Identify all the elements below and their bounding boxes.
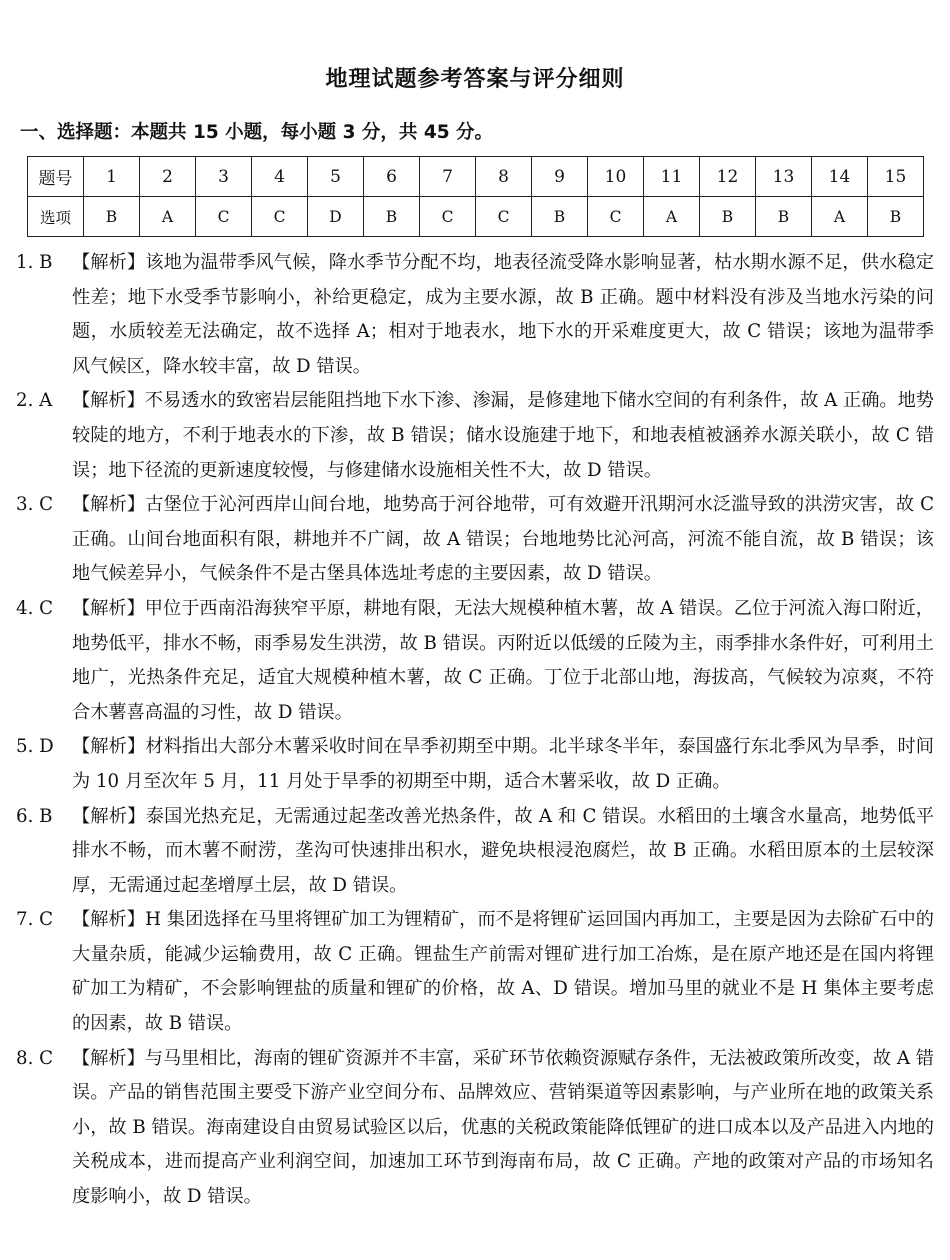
answer-option-cell: B [84,197,140,237]
explanation-number: 7. C [16,909,54,931]
explanation-text: 【解析】甲位于西南沿海狭窄平原，耕地有限，无法大规模种植木薯，故 A 错误。乙位于河流入海口附近，地势低平，排水不畅，雨季易发生洪涝，故 B 错误。丙附近以低缓的丘陵为主，雨季排水条件好，可利用土地广，光热条件充足，适宜大规模种植木薯，故 C 正确。丁位于北部山地，海拔高，气候较为凉爽，不符合木薯喜高温的习性，故 D 错误。 [72,597,934,723]
question-number-cell: 11 [644,157,700,197]
answer-option-header: 选项 [28,197,84,237]
explanation-number: 8. C [16,1047,54,1069]
explanation-item [16,1042,934,1208]
answer-option-cell: B [364,197,420,237]
question-number-cell: 3 [196,157,252,197]
question-number-cell: 7 [420,157,476,197]
answer-option-cell: C [420,197,476,237]
explanation-text: 【解析】H 集团选择在马里将锂矿加工为锂精矿，而不是将锂矿运回国内再加工，主要是因为去除矿石中的大量杂质，能减少运输费用，故 C 正确。锂盐生产前需对锂矿进行加工冶炼，是在原产地还是在国内将锂矿加工为精矿，不会影响锂盐的质量和锂矿的价格，故 A、D 错误。增加马里的就业不是 H 集体主要考虑的因素，故 B 错误。 [72,909,934,1035]
question-number-cell: 15 [868,157,924,197]
page-title: 地理试题参考答案与评分细则 [325,67,625,92]
explanation-text: 【解析】古堡位于沁河西岸山间台地，地势高于河谷地带，可有效避开汛期河水泛滥导致的洪涝灾害，故 C 正确。山间台地面积有限，耕地并不广阔，故 A 错误；台地地势比沁河高，河流不能自流，故 B 错误；该地气候差异小，气候条件不是古堡具体选址考虑的主要因素，故 D 错误。 [72,494,934,585]
answer-option-cell: B [532,197,588,237]
answer-option-cell: B [700,197,756,237]
explanation-text: 【解析】与马里相比，海南的锂矿资源并不丰富，采矿环节依赖资源赋存条件，无法被政策所改变，故 A 错误。产品的销售范围主要受下游产业空间分布、品牌效应、营销渠道等因素影响，与产业所在地的政策关系小，故 B 错误。海南建设自由贸易试验区以后，优惠的关税政策能降低锂矿的进口成本以及产品进入内地的关税成本，进而提高产业利润空间，加速加工环节到海南布局，故 C 正确。产地的政策对产品的市场知名度影响小，故 D 错误。 [72,1047,934,1208]
explanation-item [16,488,934,592]
answer-option-cell: A [644,197,700,237]
question-number-row [28,157,924,197]
answer-option-cell: A [140,197,196,237]
explanation-item [16,592,934,730]
question-number-cell: 6 [364,157,420,197]
question-number-cell: 5 [308,157,364,197]
explanation-text: 【解析】材料指出大部分木薯采收时间在旱季初期至中期。北半球冬半年，泰国盛行东北季风为旱季，时间为 10 月至次年 5 月，11 月处于旱季的初期至中期，适合木薯采收，故 D 正确。 [72,736,934,792]
explanation-item [16,246,934,384]
answer-option-cell: B [868,197,924,237]
answer-option-row [28,197,924,237]
explanations-list [16,246,934,1208]
explanation-item [16,384,934,488]
question-number-cell: 8 [476,157,532,197]
explanation-number: 1. B [16,252,53,273]
explanation-item [16,800,934,904]
question-number-cell: 13 [756,157,812,197]
question-number-cell: 2 [140,157,196,197]
explanation-number: 6. B [16,805,53,827]
explanation-item [16,730,934,799]
answer-option-cell: C [588,197,644,237]
explanation-text: 【解析】泰国光热充足，无需通过起垄改善光热条件，故 A 和 C 错误。水稻田的土壤含水量高，地势低平排水不畅，而木薯不耐涝，垄沟可快速排出积水，避免块根浸泡腐烂，故 B 正确。水稻田原本的土层较深厚，无需通过起垄增厚土层，故 D 错误。 [72,805,934,896]
explanation-item [16,903,934,1041]
question-number-header: 题号 [28,157,84,197]
explanation-number: 3. C [16,494,54,516]
answer-option-cell: D [308,197,364,237]
question-number-cell: 9 [532,157,588,197]
explanation-text: 【解析】不易透水的致密岩层能阻挡地下水下渗、渗漏，是修建地下储水空间的有利条件，故 A 正确。地势较陡的地方，不利于地表水的下渗，故 B 错误；储水设施建于地下，和地表植被涵养水源关联小，故 C 错误；地下径流的更新速度较慢，与修建储水设施相关性不大，故 D 错误。 [72,390,934,481]
question-number-cell: 1 [84,157,140,197]
answer-option-cell: C [196,197,252,237]
answer-option-cell: B [756,197,812,237]
question-number-cell: 10 [588,157,644,197]
question-number-cell: 4 [252,157,308,197]
answer-option-cell: C [476,197,532,237]
answer-table [27,156,924,237]
question-number-cell: 14 [812,157,868,197]
explanation-number: 4. C [16,597,54,619]
explanation-number: 5. D [16,736,54,758]
question-number-cell: 12 [700,157,756,197]
answer-option-cell: C [252,197,308,237]
answer-option-cell: A [812,197,868,237]
explanation-text: 【解析】该地为温带季风气候，降水季节分配不均，地表径流受降水影响显著，枯水期水源不足，供水稳定性差；地下水受季节影响小，补给更稳定，成为主要水源，故 B 正确。题中材料没有涉及当地水污染的问题，水质较差无法确定，故不选择 A；相对于地表水，地下水的开采难度更大，故 C 错误；该地为温带季风气候区，降水较丰富，故 D 错误。 [72,252,934,377]
explanation-number: 2. A [16,390,53,412]
section-heading: 一、选择题：本题共 15 小题，每小题 3 分，共 45 分。 [20,122,494,143]
